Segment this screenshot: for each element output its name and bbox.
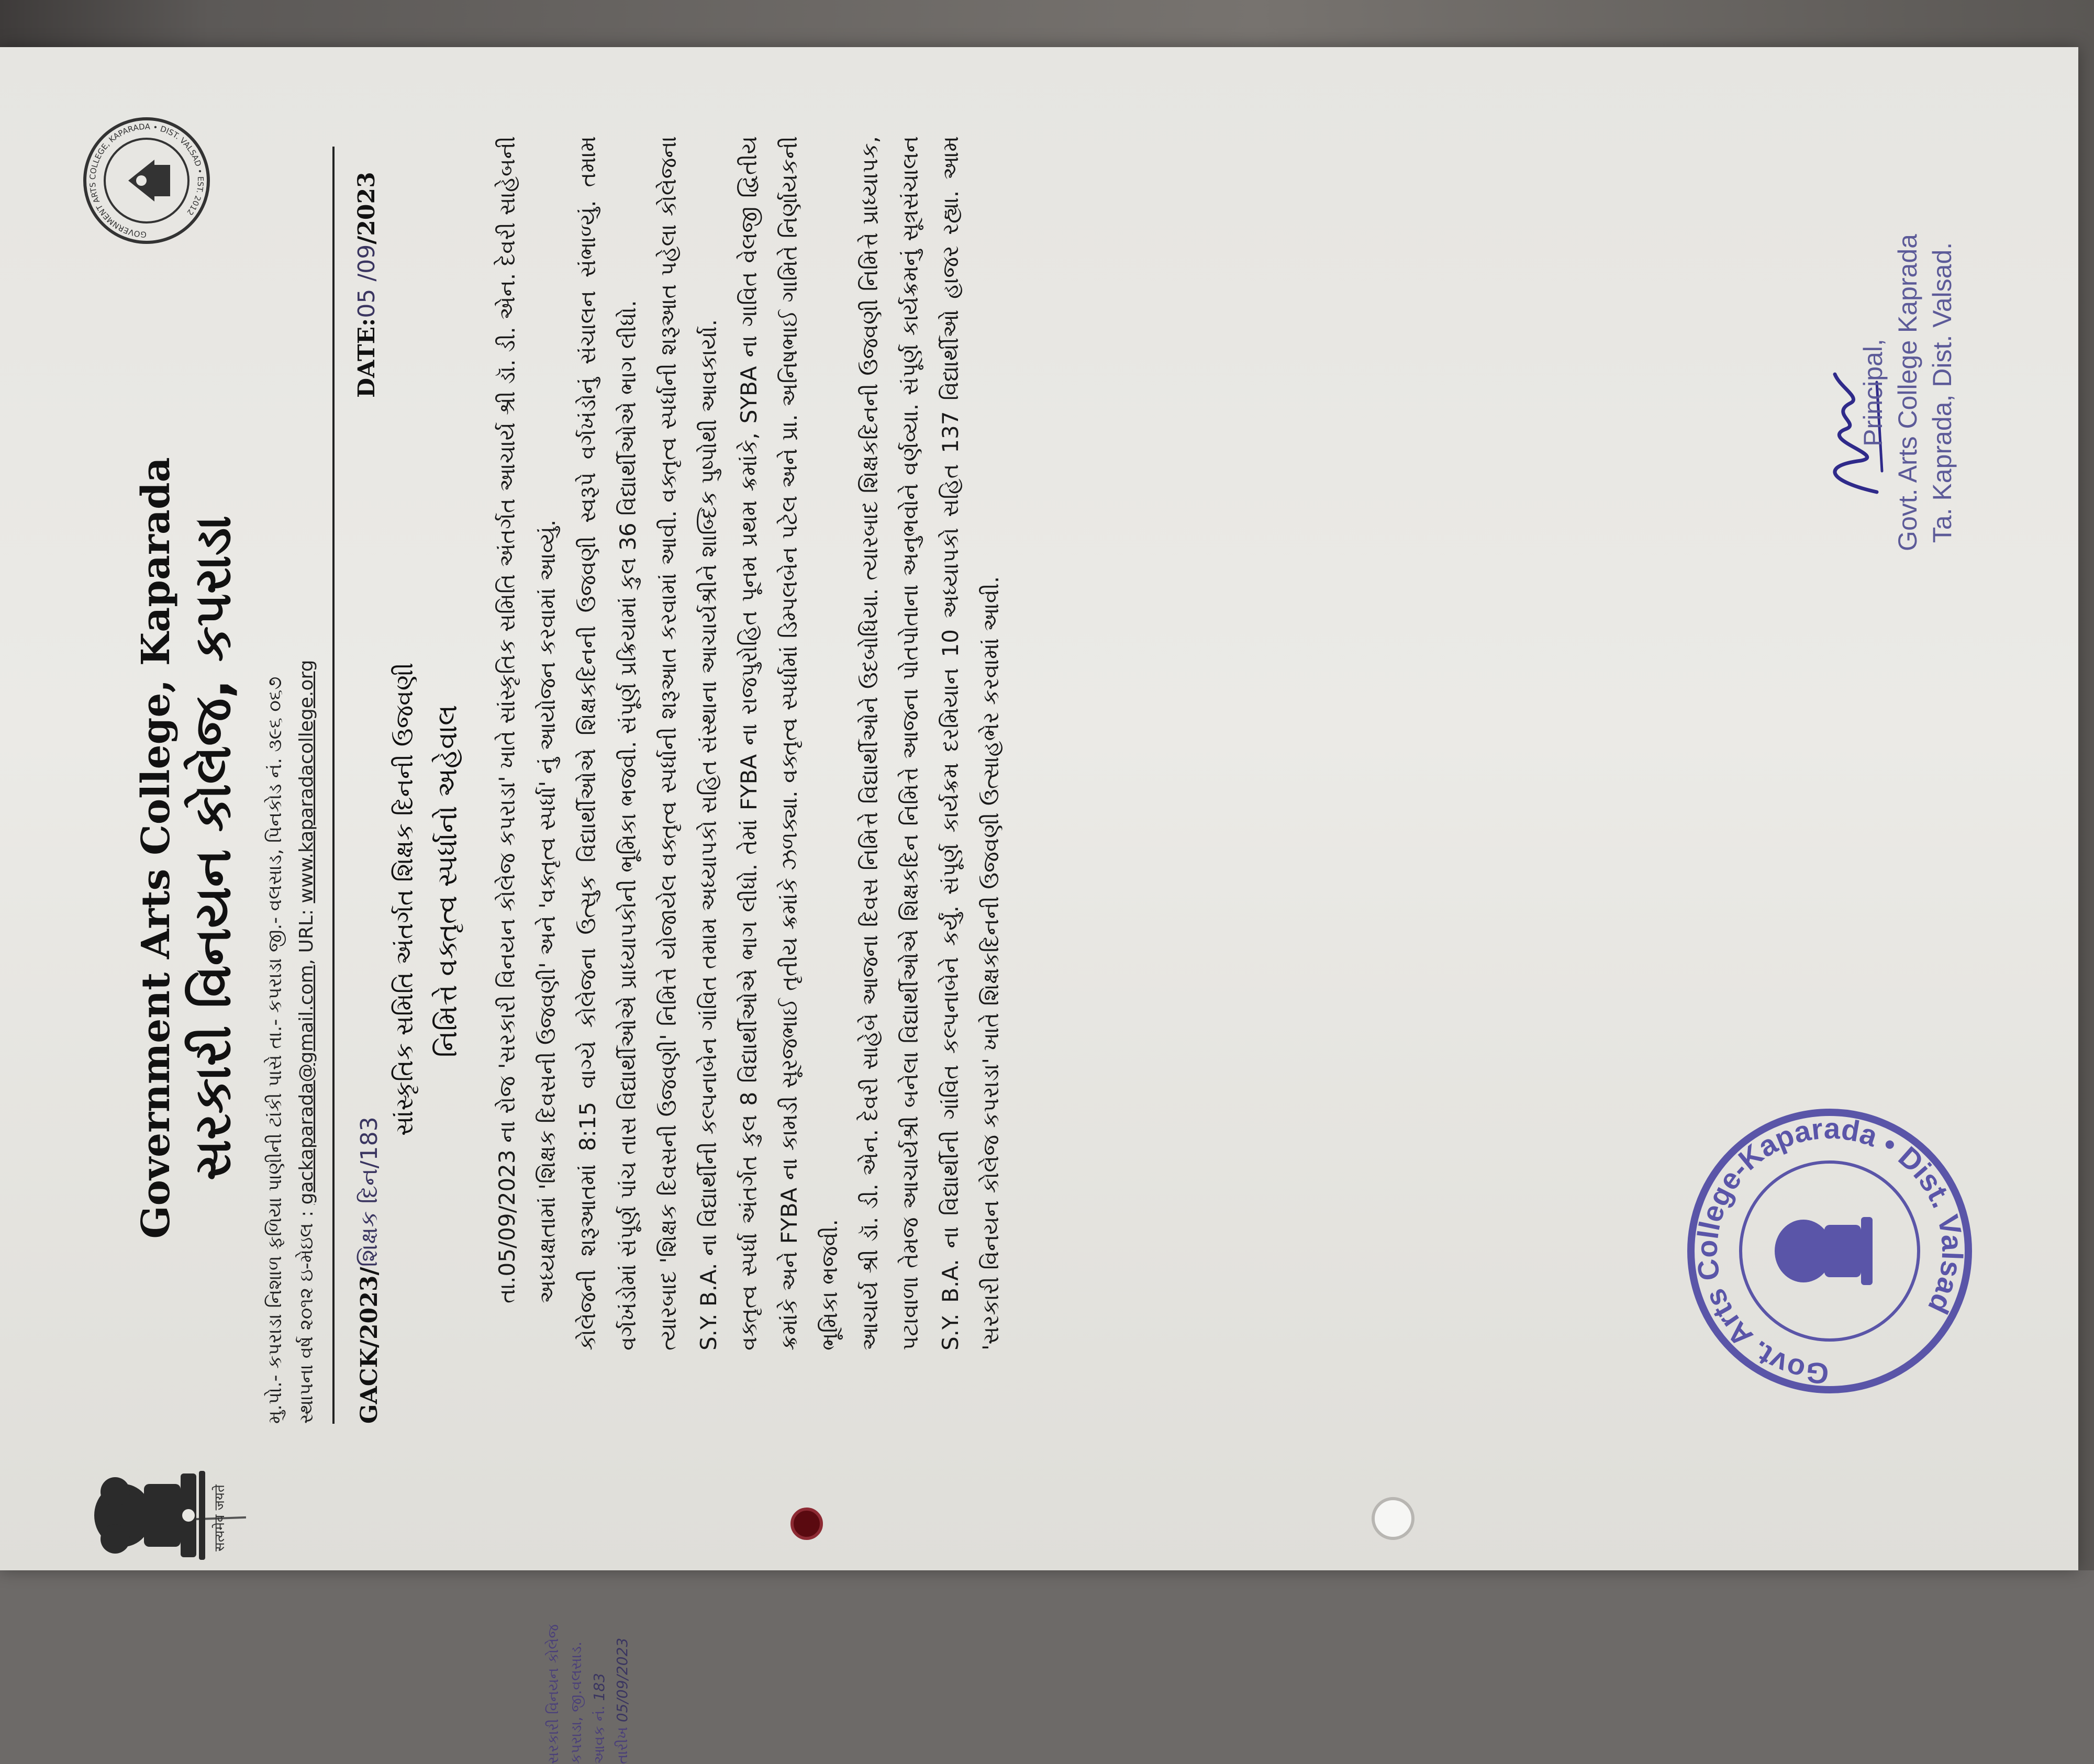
letter-paper [0, 47, 2078, 1570]
reference-number [356, 1117, 383, 1424]
office-round-stamp [1683, 1104, 1976, 1398]
inward-number-label: આવક નં. [591, 1706, 608, 1764]
inward-register-stamp [542, 1607, 634, 1764]
signatory-title: Principal, [1856, 157, 1890, 628]
header-divider [332, 147, 335, 1424]
date-handwritten: 05 /09 [353, 244, 380, 318]
reference-suffix: /183 [356, 1117, 383, 1168]
college-name-gujarati: સરકારી વિનયન કોલેજ, કપરાડા [183, 445, 243, 1251]
college-seal-icon [81, 115, 212, 246]
reference-prefix: GACK/2023/ [356, 1267, 383, 1424]
inward-date-value: 05/09/2023 [614, 1638, 631, 1722]
body-paragraph: વક્તૃત્વ સ્પર્ધા અંતર્ગત કુલ 8 વિદ્યાર્થીઓએ ભાગ લીધો. તેમાં FYBA ના રાજપુરોહિત પૂનમ પ્રથમ ક્રમાંકે, SYBA ના ગાવિત વેલજી દ્વિતીય ક્રમાંકે અને FYBA ના કામડી સૂરજભાઈ તૃતીય ક્રમાંકે ઝળક્યા. વક્તૃત્વ સ્પર્ધામાં ડિમ્પલબેન પટેલ અને પ્રા. અનિષભાઈ ગામિતે નિર્ણાયકની ભૂમિકા ભજવી. [729, 136, 850, 1424]
body-paragraph: ત્યારબાદ 'શિક્ષક દિવસની ઉજવણી' નિમિત્તે યોજાયેલ વક્તૃત્વ સ્પર્ધાની શરૂઆત કરવામાં આવી. વક્તૃત્વ સ્પર્ધાની શરૂઆત પહેલા કોલેજના S.Y. B.A. ના વિદ્યાર્થીની કલ્પનાબેન ગાંવિત તમામ અધ્યાપકો સહિત સંસ્થાના આચાર્યશ્રીને શાબ્દિક પુષ્પોથી આવકાર્યા. [648, 136, 729, 1424]
date-label: DATE: [353, 318, 380, 398]
reference-handwritten: શિક્ષક દિન [356, 1168, 383, 1267]
letter-body [487, 136, 1011, 1424]
college-name-english: Government Arts College, Kaparada [133, 445, 179, 1251]
inward-line-4 [611, 1607, 634, 1764]
letter-date [353, 172, 380, 398]
date-year: /2023 [353, 172, 380, 244]
established-label: સ્થાપના વર્ષ ૨૦૧૨ ઇ-મેઇલ : [296, 1204, 317, 1424]
inward-date-label: તારીખ [614, 1727, 631, 1764]
subject-line-2: નિમિત્તે વક્તૃત્વ સ્પર્ધાનો અહેવાલ [432, 705, 464, 1058]
email-link[interactable]: gackaparada@gmail.com [296, 965, 317, 1204]
letter-sheet [55, 99, 1992, 1596]
signatory-institution: Govt. Arts College Kaprada [1890, 157, 1925, 628]
inward-line-2: કપરાડા, જી.વલસાડ. [565, 1607, 588, 1764]
national-emblem-icon [86, 1450, 222, 1581]
contact-line [296, 660, 318, 1424]
emblem-motto: सत्यमेव जयते [209, 1460, 228, 1576]
inward-line-1: સરકારી વિનયન કોલેજ [542, 1607, 565, 1764]
inward-number-value: 183 [591, 1673, 608, 1701]
website-link[interactable]: www.kaparadacollege.org [296, 660, 317, 903]
subject-line-1: સાંસ્કૃતિક સમિતિ અંતર્ગત શિક્ષક દિનની ઉજવણી [390, 663, 419, 1136]
signatory-location: Ta. Kaprada, Dist. Valsad. [1925, 157, 1959, 628]
seal-ring-text: GOVERNMENT ARTS COLLEGE, KAPARADA • DIST. VALSAD • EST. 2012 [88, 122, 205, 239]
stamp-emblem-icon [1775, 1217, 1873, 1285]
body-paragraph: આચાર્ય શ્રી ડૉ. ડી. એન. દેવરી સાહેબે આજના દિવસ નિમિત્તે વિદ્યાર્થીઓને ઉદબોધિયા. ત્યારબાદ શિક્ષકદિનની ઉજવણી નિમિત્તે પ્રાધ્યાપક, પટાવાળા તેમજ આચાર્યશ્રી બનેલા વિદ્યાર્થીઓએ શિક્ષકદિન નિમિત્તે આજના પોતપોતાના અનુભવોને વર્ણવ્યા. સંપૂર્ણ કાર્યક્રમનું સૂત્રસંચાલન S.Y. B.A. ના વિદ્યાર્થીની ગાંવિત કલ્પનાબેને કર્યું. સંપૂર્ણ કાર્યક્રમ દરમિયાન 10 અધ્યાપકો સહિત 137 વિદ્યાર્થીઓ હાજર રહ્યા. આમ 'સરકારી વિનયન કોલેજ કપરાડા' ખાતે શિક્ષકદિનની ઉજવણી ઉત્સાહભેર કરવામાં આવી. [850, 136, 1011, 1424]
office-stamp-text: Govt. Arts College-Kaparada • Dist. Valsad [1690, 1112, 1969, 1391]
url-label: , URL: [296, 903, 317, 965]
inward-line-3 [588, 1607, 611, 1764]
body-paragraph: કોલેજની શરૂઆતમાં 8:15 વાગ્યે કોલેજના ઉત્સુક વિદ્યાર્થીઓએ શિક્ષકદિનની ઉજવણી સ્વરૂપે વર્ગખંડોનું સંચાલન સંભાળ્યું. તમામ વર્ગખંડોમાં સંપૂર્ણ પાંચ તાસ વિદ્યાર્થીઓએ પ્રાધ્યાપકોની ભૂમિકા ભજવી. સંપૂર્ણ પ્રક્રિયામાં કુલ 36 વિદ્યાર્થીઓએ ભાગ લીધો. [567, 136, 648, 1424]
address-line: મુ.પો.- કપરાડા નિશાળ ફળિયા પાણીની ટાંકી પાસે તા.- કપરાડા જી.- વલસાડ, પિનકોડ નં. ૩૯૬ ૦૬૭ [264, 677, 286, 1424]
body-paragraph: તા.05/09/2023 ના રોજ 'સરકારી વિનયન કોલેજ કપરાડા' ખાતે સાંસ્કૃતિક સમિતિ અંતર્ગત આચાર્ય શ્રી ડૉ. ડી. એન. દેવરી સાહેબની અધ્યક્ષતામાં 'શિક્ષક દિવસની ઉજવણી' અને 'વક્તૃત્વ સ્પર્ધા' નું આયોજન કરવામાં આવ્યું. [487, 136, 567, 1424]
signature-block [1856, 157, 1959, 628]
